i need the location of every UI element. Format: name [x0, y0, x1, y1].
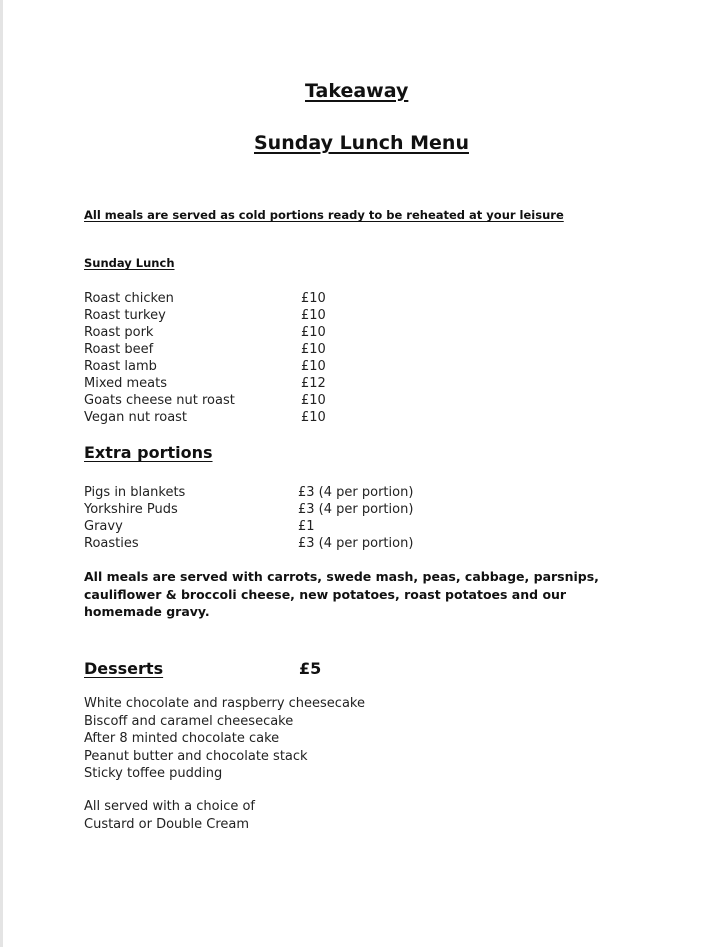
list-item: After 8 minted chocolate cake: [84, 731, 280, 746]
item-name: Roast lamb: [84, 359, 157, 374]
list-item: Peanut butter and chocolate stack: [84, 748, 308, 764]
item-price: £10: [301, 410, 326, 425]
page-left-edge: [0, 0, 3, 947]
menu-title: Takeaway: [305, 80, 409, 102]
item-price: £10: [301, 291, 326, 306]
item-name: Vegan nut roast: [84, 410, 188, 425]
item-price: £3 (4 per portion): [298, 485, 414, 500]
item-name: Roast beef: [84, 342, 154, 357]
list-item: [84, 324, 644, 341]
item-name: Roasties: [84, 536, 139, 551]
desserts-note-line: Custard or Double Cream: [84, 816, 250, 832]
desserts-price: £5: [299, 659, 322, 678]
item-name: Mixed meats: [84, 376, 168, 391]
desserts-note: [84, 798, 644, 833]
item-name: Yorkshire Puds: [84, 502, 178, 517]
item-price: £10: [301, 308, 326, 323]
desserts-heading: Desserts: [84, 659, 164, 678]
item-price: £10: [301, 393, 326, 408]
item-name: Roast chicken: [84, 291, 174, 306]
list-item: [84, 409, 644, 426]
item-name: Gravy: [84, 519, 123, 534]
item-price: £10: [301, 359, 326, 374]
list-item: [84, 501, 644, 518]
item-price: £10: [301, 325, 326, 340]
list-item: [84, 307, 644, 324]
list-item: [84, 375, 644, 392]
list-item: [84, 392, 644, 409]
item-price: £10: [301, 342, 326, 357]
item-price: £1: [298, 519, 315, 534]
list-item: [84, 484, 644, 501]
item-price: £3 (4 per portion): [298, 536, 414, 551]
sunday-lunch-heading: Sunday Lunch: [84, 256, 175, 270]
list-item: [84, 518, 644, 535]
reheat-notice: All meals are served as cold portions ready to be reheated at your leisure: [84, 208, 564, 222]
extra-portions-heading: Extra portions: [84, 443, 213, 462]
served-with-note: All meals are served with carrots, swede mash, peas, cabbage, parsnips, cauliflower & broccoli cheese, new potatoes, roast potatoes and our homemade gravy.: [84, 569, 599, 619]
list-item: Sticky toffee pudding: [84, 766, 223, 781]
item-name: Goats cheese nut roast: [84, 393, 235, 408]
desserts-list: [84, 695, 644, 783]
sunday-lunch-list: [84, 290, 644, 430]
list-item: [84, 535, 644, 552]
item-price: £3 (4 per portion): [298, 502, 414, 517]
desserts-note-line: All served with a choice of: [84, 799, 256, 814]
list-item: White chocolate and raspberry cheesecake: [84, 696, 365, 711]
item-name: Roast turkey: [84, 308, 166, 323]
item-name: Pigs in blankets: [84, 485, 186, 500]
menu-subtitle: Sunday Lunch Menu: [254, 132, 469, 154]
list-item: Biscoff and caramel cheesecake: [84, 713, 294, 729]
item-name: Roast pork: [84, 325, 154, 340]
extra-portions-list: [84, 484, 644, 554]
list-item: [84, 358, 644, 375]
list-item: [84, 290, 644, 307]
list-item: [84, 341, 644, 358]
item-price: £12: [301, 376, 326, 391]
